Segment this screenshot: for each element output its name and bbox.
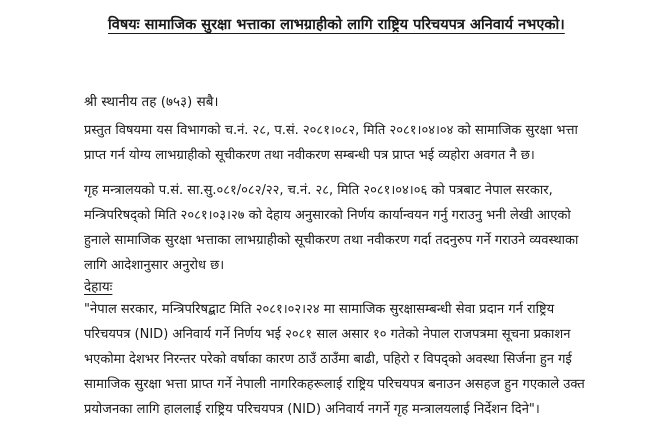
quote-line: भएकोमा देशभर निरन्तर परेको वर्षाका कारण ठाउँ ठाउँमा बाढी, पहिरो र विपद्को अवस्था सिर्जना हुन गई	[84, 352, 572, 367]
paragraph-line: प्राप्त गर्न योग्य लाभग्राहीको सूचीकरण तथा नवीकरण सम्बन्धी पत्र प्राप्त भई व्यहोरा अवगत नै छ।	[84, 148, 535, 163]
paragraph-line: मन्त्रिपरिषद्को मिति २०८१।०३।२७ को देहाय अनुसारको निर्णय कार्यान्वयन गर्नु गराउनु भनी लेखी आएको	[84, 208, 571, 223]
paragraph-line: लागि आदेशानुसार अनुरोध छ।	[84, 258, 225, 273]
quoted-decision	[84, 297, 644, 422]
quote-line: सामाजिक सुरक्षा भत्ता प्राप्त गर्ने नेपाली नागरिकहरूलाई राष्ट्रिय परिचयपत्र बनाउन असहज हुन गएकाले उक्त	[84, 377, 585, 392]
paragraph-line: हुनाले सामाजिक सुरक्षा भत्ताका लाभग्राहीको सूचीकरण तथा नवीकरण गर्दा तदनुरुप गर्ने गराउने व्यवस्थाका	[84, 233, 579, 248]
paragraph-line: गृह मन्त्रालयको प.सं. सा.सु.०८१/०८२/२२, च.नं. २८, मिति २०८१।०४।०६ को पत्रबाट नेपाल सरकार,	[84, 183, 553, 198]
quote-line: परिचयपत्र (NID) अनिवार्य गर्ने निर्णय भई २०८१ साल असार १० गतेको नेपाल राजपत्रमा सूचना प्रकाशन	[84, 327, 571, 342]
quote-line: प्रयोजनका लागि हाललाई राष्ट्रिय परिचयपत्र (NID) अनिवार्य नगर्ने गृह मन्त्रालयलाई निर्देशन दिने"।	[84, 402, 540, 417]
addressee-line: श्री स्थानीय तह (७५३) सबै।	[84, 94, 219, 110]
paragraph-line: प्रस्तुत विषयमा यस विभागको च.नं. २८, प.सं. २०८१।०८२, मिति २०८१।०४।०४ को सामाजिक सुरक्षा भत्ता	[84, 123, 578, 138]
paragraph-1	[84, 118, 644, 168]
subject-line: विषयः सामाजिक सुरक्षा भत्ताका लाभग्राहीको लागि राष्ट्रिय परिचयपत्र अनिवार्य नभएको।	[108, 17, 565, 33]
paragraph-2	[84, 178, 644, 278]
quote-line: "नेपाल सरकार, मन्त्रिपरिषद्बाट मिति २०८१।०२।२४ मा सामाजिक सुरक्षासम्बन्धी सेवा प्रदान गर्न राष्ट्रिय	[84, 302, 555, 317]
section-heading: देहायः	[84, 279, 113, 295]
